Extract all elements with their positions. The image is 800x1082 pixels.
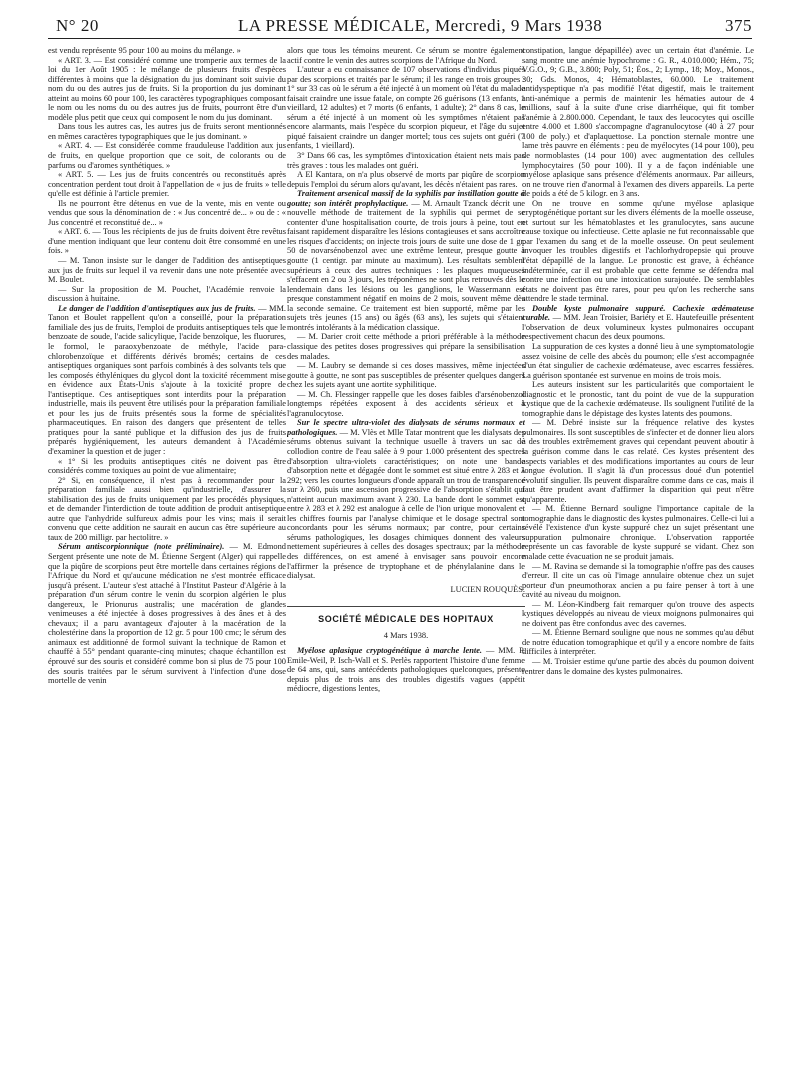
paragraph-text: Les auteurs insistent sur les particularités que comportaient le diagnostic et le pronostic, tant du point de vue de la suppuration kystique que de la cachexie œdémateuse. Ils soulignent l'utilité de la tomographie dans le dépistage des kystes latents des poumons. [522,380,754,418]
paragraph-text: 2° Si, en conséquence, il n'est pas à recommander pour la préparation familiale aussi bien qu'industrielle, d'assurer la stabilisation des jus de fruits uniquement par les procédés physiques, et de demander l'interdiction de toute addition de produit antiseptique autre que l'anhydride sulfureux admis pour les vins; mais il serait convenu que cette addition ne saurait en aucun cas être supérieure au taux de 200 milligr. par hectolitre. » [48,475,286,542]
paragraph-text: — MM. P. Emile-Weil, P. Isch-Wall et S. Perlès rapportent l'histoire d'une femme de 64 ans, qui, sans antécédents pathologiques quelconques, présente depuis plus de trois ans des troubles digestifs vagues (appétit médiocre, digestions lentes, [287,646,525,694]
paragraph-text: — Sur la proposition de M. Pouchet, l'Académie renvoie la discussion à huitaine. [48,284,286,304]
article-paragraph-headed [287,189,525,332]
paragraph-text: L'auteur a eu connaissance de 107 observations d'individus piqués par des scorpions et traités par le sérum; il les range en trois groupes : 1° sur 33 cas où le sérum a été injecté à un moment où l'état du malade faisait craindre une issue fatale, on compte 26 guérisons (13 enfants, 1 vieillard, 12 adultes) et 7 morts (6 enfants, 1 adulte); 2° dans 8 cas, le sérum a été injecté à un moment où les symptômes n'étaient pas encore alarmants, mais l'espèce du scorpion piqueur, et l'âge du sujet piqué faisaient craindre un danger mortel; tous ces sujets ont guéri (7 enfants, 1 vieillard). [287,65,525,151]
article-heading: Le danger de l'addition d'antiseptiques aux jus de fruits. [58,303,256,313]
paragraph-text: — MM. Tanon et Boulet rappellent qu'on a conseillé, pour la préparation familiale des jus de fruits, l'emploi de produits antiseptiques tels que le benzoate de soude, l'acide salicylique, l'acide benzoïque, les fluorures, le formol, le paraoxybenzoate de méthyle, l'acide para-chlorobenzoïque et différents dérivés bromés; certains de ces antiseptiques organiques sont parfois combinés à des solvants tels que les composés éthyléniques du glycol dont la toxicité récemment mise en évidence aux États-Unis s'ajoute à la toxicité propre de l'antiseptique. Ces antiseptiques sont interdits pour la préparation industrielle, mais ils peuvent être utilisés pour la préparation familiale et pour les jus de fruits présentés sous la forme de spécialités pharmaceutiques. En raison des dangers que présentent de telles pratiques pour la santé publique et la diffusion des jus de fruits préparés hygiéniquement, les auteurs demandent à l'Académie d'examiner la question et de juger : [48,303,286,456]
paragraph [48,285,286,304]
paragraph [522,628,754,657]
paragraph [48,141,286,170]
journal-title: LA PRESSE MÉDICALE, Mercredi, 9 Mars 1938 [238,16,603,35]
session-date: 4 Mars 1938. [383,630,429,640]
paragraph [522,342,754,380]
article-heading: Double kyste pulmonaire suppuré. Cachexie œdémateuse curable. [522,303,754,323]
paragraph-text: — M. Troisier estime qu'une partie des abcès du poumon doivent rentrer dans le domaine des kystes pulmonaires. [522,657,754,676]
article-heading: Myélose aplasique cryptogénétique à marche lente. [297,646,483,656]
paragraph-text: 3° Dans 66 cas, les symptômes d'intoxication étaient nets mais pas très graves : tous les malades ont guéri. [287,151,525,170]
paragraph [522,657,754,676]
paragraph [287,65,525,151]
paragraph [522,380,754,418]
section-heading: SOCIÉTÉ MÉDICALE DES HOPITAUX [287,606,525,625]
page-header [48,12,752,38]
paragraph [522,562,754,600]
paragraph-text: — M. Laubry se demande si ces doses massives, même injectées goutte à goutte, ne sont pas susceptibles de présenter quelques dangers chez les sujets ayant une aortite syphilitique. [287,361,525,390]
paragraph [522,600,754,629]
article-paragraph-headed [48,542,286,685]
header-rule [48,38,752,39]
paragraph-text: — MM. Jean Troisier, Bariéty et E. Hautefeuille présentent l'observation de deux volumineux kystes pulmonaires occupant respectivement chacun des deux poumons. [522,313,754,342]
paragraph-text: — M. Léon-Kindberg fait remarquer qu'on trouve des aspects kystiques développés au niveau de vieux moignons pulmonaires qui ne doivent pas être confondus avec des cavernes. [522,599,754,628]
author-signature: LUCIEN ROUQUÈS. [450,584,525,594]
paragraph-text: « ART. 3. — Est considéré comme une tromperie aux termes de la loi du 1er Août 1905 : le mélange de plusieurs fruits d'espèces différentes à moins que la désignation du jus dominant soit suivie du nom du ou des autres jus de fruits. Si la proportion du jus dominant atteint au moins 60 pour 100, les caractères typographiques composant le nom ou les noms du ou des autres jus de fruits, pourront être d'un modèle plus petit que ceux qui composent le nom du jus dominant. [48,55,286,122]
paragraph [48,46,286,56]
paragraph [522,199,754,304]
paragraph-text: « ART. 5. — Les jus de fruits concentrés ou reconstitués après concentration perdent tout droit à l'appellation de « jus de fruits » telle qu'elle est définie à l'article premier. [48,170,286,199]
paragraph-text: Ils ne pourront être détenus en vue de la vente, mis en vente ou vendus que sous la dénomination de : « Jus concentré de... » ou de : « Jus concentré et reconstitué de... » [48,198,286,227]
paragraph [48,122,286,141]
article-heading: Traitement arsenical massif de la syphilis par instillation goutte à goutte; son intérêt prophylactique. [287,189,525,208]
paragraph [48,199,286,228]
paragraph [287,390,525,419]
paragraph-text: « ART. 4. — Est considérée comme frauduleuse l'addition aux jus de fruits, en quelque proportion que ce soit, de colorants ou de parfums ou d'aromes synthétiques. » [48,141,286,170]
paragraph [287,332,525,361]
paragraph-text: — M. Darier croit cette méthode a priori préférable à la méthode classique des petites doses progressives qui prépare la sensibilisation des malades. [287,332,525,361]
paragraph [287,170,525,189]
paragraph-text: — M. Ravina se demande si la tomographie n'offre pas des causes d'erreur. Il cite un cas où l'image annulaire obtenue chez un sujet porteur d'un pneumothorax ancien a pu faire penser à tort à une cavité au niveau du moignon. [522,561,754,600]
paragraph-text: constipation, langue dépapillée) avec un certain état d'anémie. Le sang montre une anémie hypochrome : G. R., 4.010.000; Hém., 75; V.G.O., 9; G.B., 3.800; Poly, 51; Éos., 2; Lymp., 18; Moy., Monos., 30; Gds. Monos, 4; Hématoblastes, 60.000. Le traitement antidyspeptique n'a pas modifié l'état digestif, mais le traitement anti-anémique a permis de maintenir les hématies autour de 4 millions, sauf à la suite d'une crise diarrhéique, qui fit tomber l'anémie à 2.800.000. Cependant, le taux des leucocytes qui oscille entre 4.000 et 1.800 s'accompagne d'agranulocytose (40 à 27 pour 100 de poly.) et d'aplaquettose. La ponction sternale montre une lame très pauvre en éléments : peu de myélocytes (14 pour 100), peu de normoblastes (14 pour 100) avec augmentation des cellules lymphocytaires (50 pour 100). Il y a de façon indéniable une myélose aplasique sans présence d'éléments anormaux. Par ailleurs, on ne trouve rien d'anormal à l'examen des divers appareils. La perte de poids a été de 5 kilogr. en 3 ans. [522,46,754,199]
article-paragraph-headed [48,304,286,457]
paragraph-text: — M. Étienne Bernard souligne que nous ne sommes qu'au début de notre éducation tomographique et qu'il y a encore nombre de faits difficiles à interpréter. [522,628,754,657]
paragraph [48,227,286,256]
paragraph-text: — M. Debré insiste sur la fréquence relative des kystes pulmonaires. Ils sont susceptibles de s'infecter et de donner lieu alors à des troubles extrêmement graves qui cependant peuvent aboutir à la guérison comme dans le cas relaté. Ces kystes présentent des aspects variables et des modifications importantes au cours de leur longue évolution. Il s'agit là d'un processus doué d'un potentiel évolutif singulier. Ils peuvent disparaître comme dans ce cas, mais il faut être prudent avant d'affirmer la disparition qui peut n'être qu'apparente. [522,418,754,504]
column-2 [287,46,525,1066]
paragraph [522,418,754,504]
paragraph [48,476,286,543]
paragraph-text: est vendu représente 95 pour 100 au moins du mélange. » [48,46,241,55]
column-3 [522,46,754,1066]
paragraph [522,504,754,561]
paragraph-text: « 1° Si les produits antiseptiques cités ne doivent pas être considérés comme toxiques au point de vue alimentaire; [48,456,286,476]
paragraph [287,361,525,390]
article-paragraph-headed [287,646,525,694]
paragraph-text: A El Kantara, on n'a plus observé de morts par piqûre de scorpion depuis l'emploi du sérum alors qu'avant, les décès n'étaient pas rares. [287,170,525,189]
paragraph [522,46,754,199]
paragraph-text: Dans tous les autres cas, les autres jus de fruits seront mentionnés en mêmes caractères typographiques que le jus dominant. » [48,122,286,141]
paragraph [48,256,286,285]
article-heading: Sérum antiscorpionnique (note préliminaire). [58,542,225,552]
paragraph-text: — M. Edmond Sergent présente une note de M. Étienne Sergent (Alger) qui rappelle que la piqûre de scorpions peut être mortelle dans certaines régions de l'Afrique du Nord et qu'aucune médication ne s'est montrée efficace jusqu'à présent. L'auteur s'est attaché à l'Institut Pasteur d'Algérie à la préparation d'un sérum contre le venin du scorpion algérien le plus dangereux, le Prionurus australis; une macération de glandes venimeuses a été injectée à doses progressives à des ânes et à des chevaux; il a paru avantageux d'ajouter à la macération de la cholestérine dans la proportion de 12 gr. 5 pour 100 cmc; le sérum des animaux est additionné de formol suivant la technique de Ramon et chauffé à 55° pendant quarante-cinq minutes; chaque échantillon est éprouvé sur des souris et considéré comme bon si plus de 75 pour 100 des souris traitées par le sérum survivent à l'infection d'une dose mortelle de venin [48,542,286,686]
paragraph-text: On ne trouve en somme qu'une myélose aplasique cryptogénétique portant sur les divers éléments de la moelle osseuse, et surtout sur les hématoblastes et les granulocytes, sans aucune cause toxique ou infectieuse. Cette aplasie ne fut reconnaissable que par l'examen du sang et de la moelle osseuse. On peut seulement invoquer les troubles digestifs et l'achlorhydropepsie qui prouve l'état dépapillé de la langue. Le pronostic est grave, à échéance indéterminée, car il est probable que cette femme se défendra mal contre une infection ou une intoxication surajoutée. De semblables états ne doivent pas être rares, pour peu qu'on les recherche sans attendre le stade terminal. [522,198,754,304]
paragraph [48,170,286,199]
paragraph [287,151,525,170]
paragraph-text: La suppuration de ces kystes a donné lieu à une symptomatologie assez voisine de celle des abcès du poumon; elle s'est accompagnée d'un état singulier de cachexie œdémateuse, avec escarres fessières. La guérison spontanée est survenue en moins de trois mois. [522,341,754,380]
paragraph-text: — M. Ch. Flessinger rappelle que les doses faibles d'arsénobenzol longtemps répétées exposent à des accidents sérieux et à l'agranulocytose. [287,389,525,418]
paragraph [48,457,286,476]
article-paragraph-headed [522,304,754,342]
paragraph-text: — M. Vlès et Mlle Tatar montrent que les dialysats des sérums obtenus suivant la technique usuelle à travers un sac de collodion contre de l'eau salée à 9 pour 1.000 présentent des spectres d'absorption ultra-violets caractéristiques; on note une bande d'absorption nette et dégagée dont le sommet est situé entre λ 283 et λ 292; vers les courtes longueurs d'onde apparaît un trou de transparence sur λ 260, puis une ascension progressive de l'absorption s'établit qui n'atteint aucun maximum avant λ 230. La bande dont le sommet est entre λ 283 et λ 292 est analogue à celle de l'ion urique monovalent et les chiffres fournis par l'analyse chimique et le dosage spectral sont concordants pour les sérums normaux; par contre, pour certains sérums pathologiques, les dosages chimiques donnent des valeurs nettement supérieures à celles des dosages spectraux; par la méthode des différences, on est amené à envisager sans pouvoir encore l'affirmer la présence de tryptophane et de phénylalanine dans le dialysat. [287,427,525,581]
paragraph-text: « ART. 6. — Tous les récipients de jus de fruits doivent être revêtus d'une mention indiquant que leur contenu doit être consommé en une fois. » [48,227,286,256]
paragraph [287,46,525,65]
article-paragraph-headed [287,418,525,580]
paragraph-text: — M. Tanon insiste sur le danger de l'addition des antiseptiques aux jus de fruits sur lequel il va revenir dans une note présentée avec M. Boulet. [48,256,286,285]
paragraph-text: — M. Arnault Tzanck décrit une nouvelle méthode de traitement de la syphilis qui permet de se contenter d'une hospitalisation courte, de trois jours à peine, tout en faisant rapidement disparaître les lésions contagieuses et sans accroître les risques d'accidents; on injecte trois jours de suite une dose de 1 gr. 50 de novarsénobenzol avec une extrême lenteur, presque goutte à goutte (1 centigr. par minute au maximum). Les résultats semblent supérieurs à ceux des autres techniques : les plaques muqueuses s'effacent en 2 ou 3 jours, les tréponèmes ne sont plus retrouvés dès le lendemain dans les lésions ou les ganglions, le Wassermann est presque constamment négatif en moins de 2 mois, souvent même dès la seconde semaine. Ce traitement est bien supporté, même par les sujets très jeunes (15 ans) ou âgés (63 ans), les sujets qui s'étaient montrés intolérants à la médication classique. [287,198,525,332]
issue-number: N° 20 [56,16,99,35]
page-number: 375 [725,16,752,35]
column-1 [48,46,286,1066]
paragraph-text: alors que tous les témoins meurent. Ce sérum se montre également actif contre le venin des autres scorpions de l'Afrique du Nord. [287,46,525,65]
paragraph [48,56,286,123]
paragraph-text: — M. Étienne Bernard souligne l'importance capitale de la tomographie dans le diagnostic des kystes pulmonaires. Celle-ci lui a révélé l'existence d'un kyste suppuré chez un sujet présentant une suppuration pulmonaire chronique. L'observation rapportée représente un cas favorable de kyste suppuré se vidant. Chez son malade cette évacuation ne se produit jamais. [522,504,754,561]
article-heading: Sur le spectre ultra-violet des dialysats de sérums normaux et pathologiques. [287,418,525,437]
